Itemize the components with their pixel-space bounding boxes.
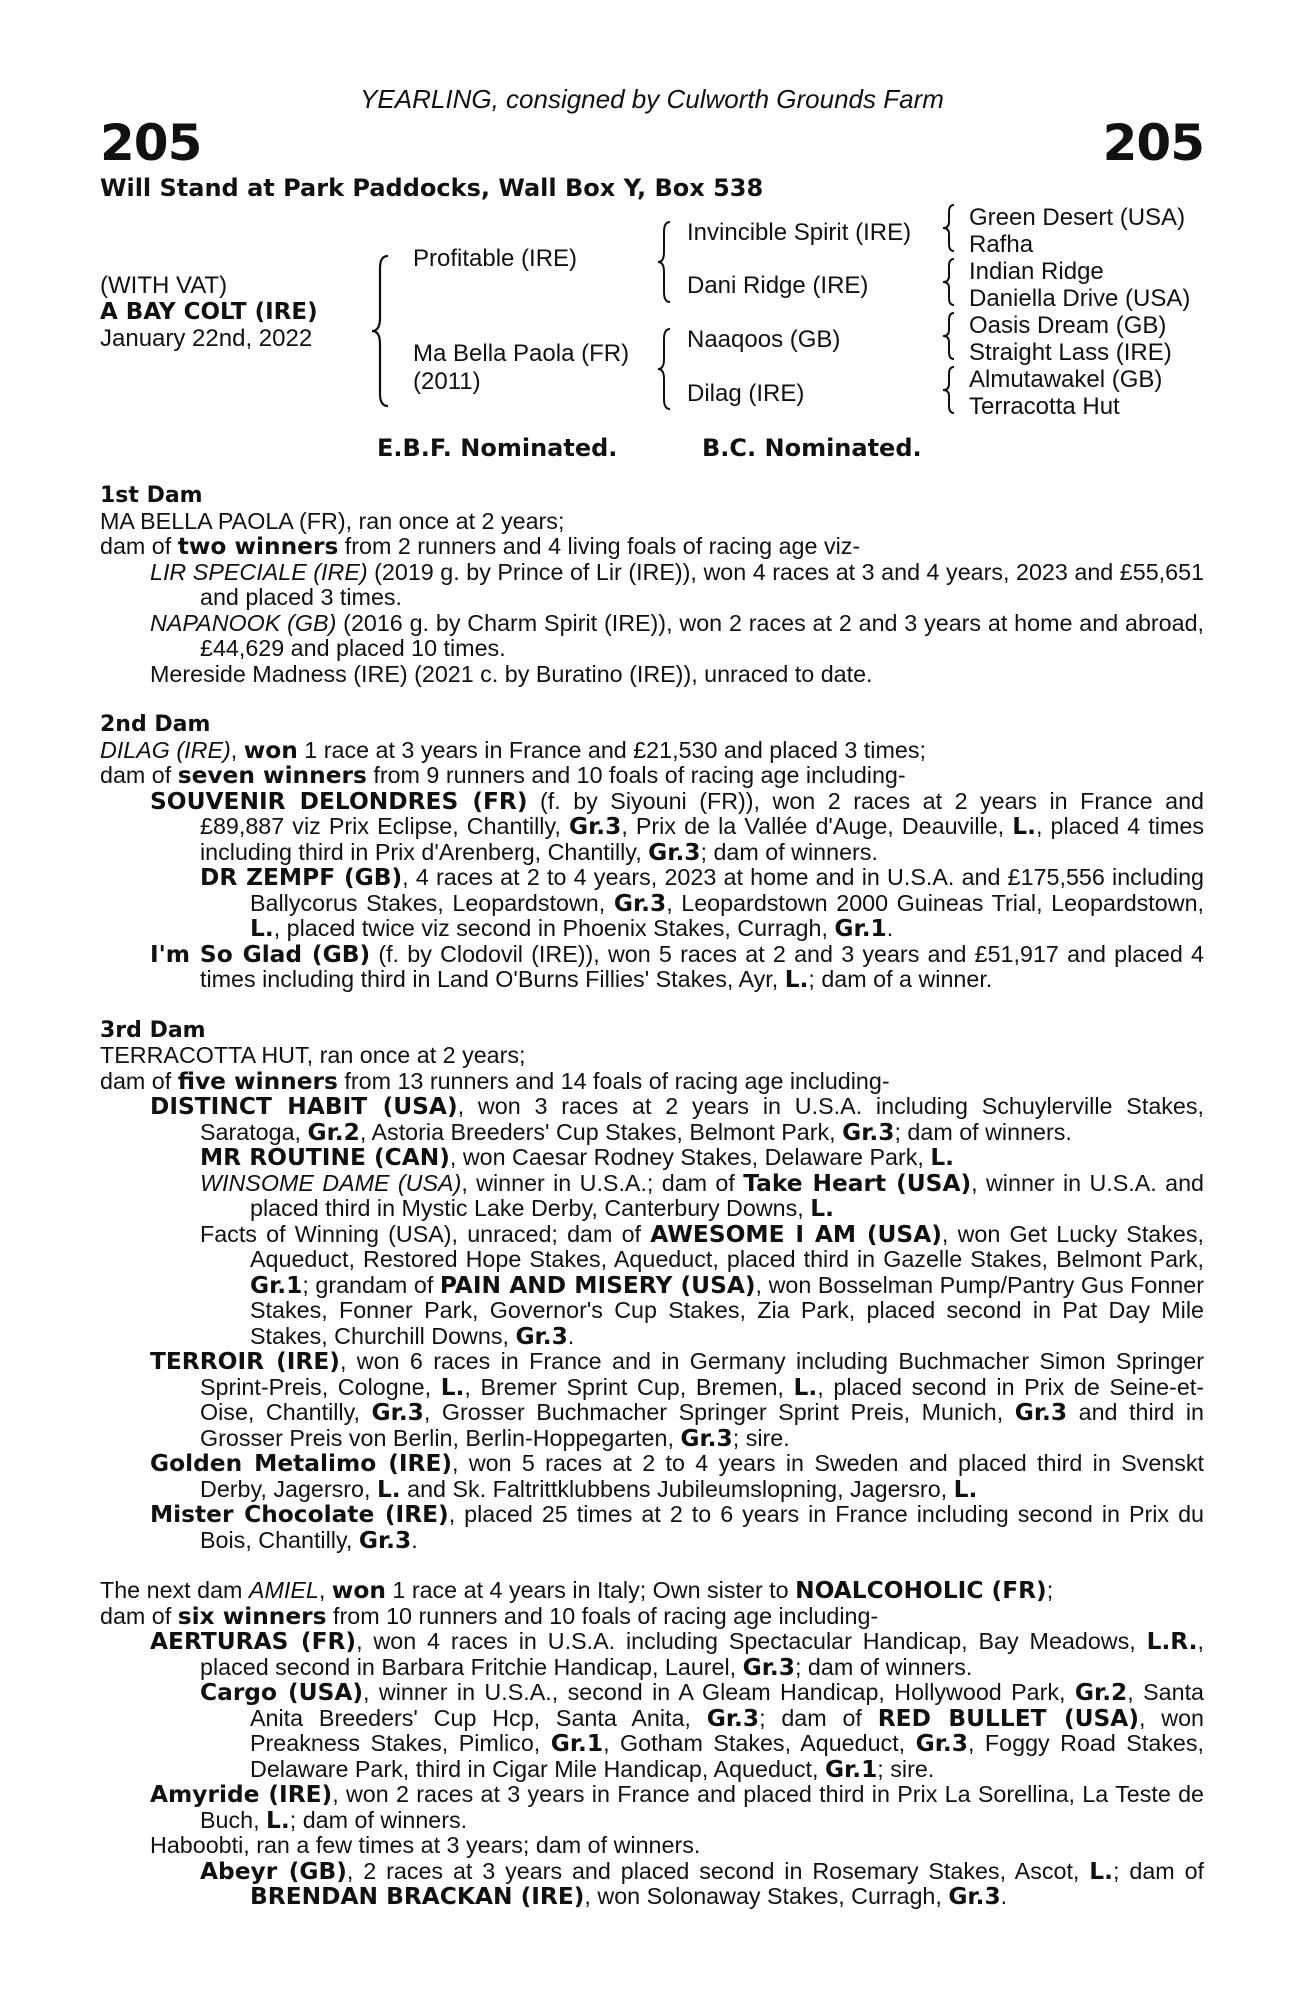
produce-entry: Amyride (IRE), won 2 races at 3 years in France and placed third in Prix La Sorellina, La Teste de Buch, L.; dam of winners.	[150, 1781, 1204, 1834]
pedigree-brace-dam	[654, 327, 676, 411]
vat-note: (WITH VAT)	[100, 272, 228, 299]
produce-entry: I'm So Glad (GB) (f. by Clodovil (IRE)), won 5 races at 2 and 3 years and £51,917 and placed 4 times including third in Land O'Burns Fillies' Stakes, Ayr, L.; dam of a winner.	[150, 940, 1204, 993]
paragraph: dam of two winners from 2 runners and 4 living foals of racing age viz-	[100, 533, 861, 560]
produce-entry: DR ZEMPF (GB), 4 races at 2 to 4 years, 2023 at home and in U.S.A. and £175,556 including Ballycorus Stakes, Leopardstown, Gr.3, Leopardstown 2000 Guineas Trial, Leopardstown, L., placed twice viz second in Phoenix Stakes, Curragh, Gr.1.	[200, 864, 1204, 942]
consignment-subtitle: YEARLING, consigned by Culworth Grounds Farm	[360, 84, 944, 114]
produce-entry: Abeyr (GB), 2 races at 3 years and placed second in Rosemary Stakes, Ascot, L.; dam of BRENDAN BRACKAN (IRE), won Solonaway Stakes, Curragh, Gr.3.	[200, 1857, 1205, 1910]
pedigree-brace-ss	[940, 203, 960, 253]
produce-entry: Facts of Winning (USA), unraced; dam of AWESOME I AM (USA), won Get Lucky Stakes, Aqueduct, Restored Hope Stakes, Aqueduct, placed third in Gazelle Stakes, Belmont Park, Gr.1; grandam of PAIN AND MISERY (USA), won Bosselman Pump/Pantry Gus Fonner Stakes, Fonner Park, Governor's Cup Stakes, Zia Park, placed second in Pat Day Mile Stakes, Churchill Downs, Gr.3.	[200, 1220, 1204, 1350]
dsd: Straight Lass (IRE)	[969, 339, 1172, 366]
paragraph: dam of five winners from 13 runners and 14 foals of racing age including-	[100, 1067, 890, 1095]
dam-sire: Naaqoos (GB)	[687, 326, 841, 353]
sdd: Daniella Drive (USA)	[969, 285, 1191, 312]
paragraph: dam of seven winners from 9 runners and 10 foals of racing age including-	[100, 762, 906, 789]
stand-location: Will Stand at Park Paddocks, Wall Box Y, Box 538	[100, 174, 764, 202]
paragraph: MA BELLA PAOLA (FR), ran once at 2 years;	[100, 507, 565, 534]
sds: Indian Ridge	[969, 258, 1104, 285]
ssd: Rafha	[969, 231, 1034, 258]
dss: Oasis Dream (GB)	[969, 312, 1167, 339]
catalogue-body	[100, 483, 1204, 1910]
pedigree-brace-sire	[654, 220, 676, 304]
produce-entry: Golden Metalimo (IRE), won 5 races at 2 to 4 years in Sweden and placed third in Svenskt Derby, Jagersro, L. and Sk. Faltrittklubbens Jubileumslopning, Jagersro, L.	[150, 1450, 1204, 1503]
paragraph: dam of six winners from 10 runners and 10 foals of racing age including-	[100, 1602, 879, 1630]
horse-name: A BAY COLT (IRE)	[100, 299, 318, 325]
pedigree-brace-sd	[940, 257, 960, 307]
produce-entry: Mister Chocolate (IRE), placed 25 times at 2 to 6 years in France including second in Prix du Bois, Chantilly, Gr.3.	[150, 1501, 1204, 1554]
ebf-nominated: E.B.F. Nominated.	[377, 434, 618, 462]
produce-entry: MR ROUTINE (CAN), won Caesar Rodney Stakes, Delaware Park, L.	[200, 1144, 955, 1171]
third-dam-heading: 3rd Dam	[100, 1017, 206, 1043]
dds: Almutawakel (GB)	[969, 366, 1163, 393]
dam: Ma Bella Paola (FR)	[413, 340, 630, 367]
produce-entry: AERTURAS (FR), won 4 races in U.S.A. including Spectacular Handicap, Bay Meadows, L.R., placed second in Barbara Fritchie Handicap, Laurel, Gr.3; dam of winners.	[150, 1628, 1205, 1681]
paragraph: DILAG (IRE), won 1 race at 3 years in France and £21,530 and placed 3 times;	[100, 736, 926, 764]
lot-number-right: 205	[1102, 114, 1204, 172]
birth-date: January 22nd, 2022	[100, 325, 313, 352]
sire: Profitable (IRE)	[413, 245, 578, 272]
produce-entry: NAPANOOK (GB) (2016 g. by Charm Spirit (IRE)), won 2 races at 2 and 3 years at home and abroad, £44,629 and placed 10 times.	[150, 609, 1205, 661]
produce-entry: Haboobti, ran a few times at 3 years; dam of winners.	[150, 1832, 701, 1858]
produce-entry: WINSOME DAME (USA), winner in U.S.A.; dam of Take Heart (USA), winner in U.S.A. and placed third in Mystic Lake Derby, Canterbury Downs, L.	[200, 1169, 1204, 1222]
pedigree-brace-1	[368, 254, 398, 408]
sire-dam: Dani Ridge (IRE)	[687, 272, 869, 299]
produce-entry: Cargo (USA), winner in U.S.A., second in A Gleam Handicap, Hollywood Park, Gr.2, Santa Anita Breeders' Cup Hcp, Santa Anita, Gr.3; dam of RED BULLET (USA), won Preakness Stakes, Pimlico, Gr.1, Gotham Stakes, Aqueduct, Gr.3, Foggy Road Stakes, Delaware Park, third in Cigar Mile Handicap, Aqueduct, Gr.1; sire.	[200, 1679, 1205, 1783]
lot-number-left: 205	[100, 114, 202, 172]
dam-year: (2011)	[413, 368, 481, 395]
second-dam-heading: 2nd Dam	[100, 712, 211, 737]
paragraph: The next dam AMIEL, won 1 race at 4 years in Italy; Own sister to NOALCOHOLIC (FR);	[100, 1577, 1054, 1604]
produce-entry: Mereside Madness (IRE) (2021 c. by Buratino (IRE)), unraced to date.	[150, 660, 873, 687]
dam-dam: Dilag (IRE)	[687, 380, 805, 407]
pedigree-brace-dd	[940, 365, 960, 415]
first-dam-heading: 1st Dam	[100, 483, 203, 508]
produce-entry: SOUVENIR DELONDRES (FR) (f. by Siyouni (FR)), won 2 races at 2 years in France and £89,887 viz Prix Eclipse, Chantilly, Gr.3, Prix de la Vallée d'Auge, Deauville, L., placed 4 times including third in Prix d'Arenberg, Chantilly, Gr.3; dam of winners.	[150, 787, 1204, 866]
bc-nominated: B.C. Nominated.	[702, 434, 922, 462]
sire-sire: Invincible Spirit (IRE)	[687, 219, 912, 246]
ddd: Terracotta Hut	[969, 393, 1120, 420]
produce-entry: DISTINCT HABIT (USA), won 3 races at 2 years in U.S.A. including Schuylerville Stakes, Saratoga, Gr.2, Astoria Breeders' Cup Stakes, Belmont Park, Gr.3; dam of winners.	[150, 1093, 1204, 1146]
sss: Green Desert (USA)	[969, 204, 1186, 231]
produce-entry: TERROIR (IRE), won 6 races in France and in Germany including Buchmacher Simon Springer Sprint-Preis, Cologne, L., Bremer Sprint Cup, Bremen, L., placed second in Prix de Seine-et-Oise, Chantilly, Gr.3, Grosser Buchmacher Springer Sprint Preis, Munich, Gr.3 and third in Grosser Preis von Berlin, Berlin-Hoppegarten, Gr.3; sire.	[150, 1348, 1205, 1452]
paragraph: TERRACOTTA HUT, ran once at 2 years;	[100, 1042, 526, 1068]
pedigree-brace-ds	[940, 311, 960, 361]
produce-entry: LIR SPECIALE (IRE) (2019 g. by Prince of Lir (IRE)), won 4 races at 3 and 4 years, 2023 and £55,651 and placed 3 times.	[150, 558, 1204, 610]
